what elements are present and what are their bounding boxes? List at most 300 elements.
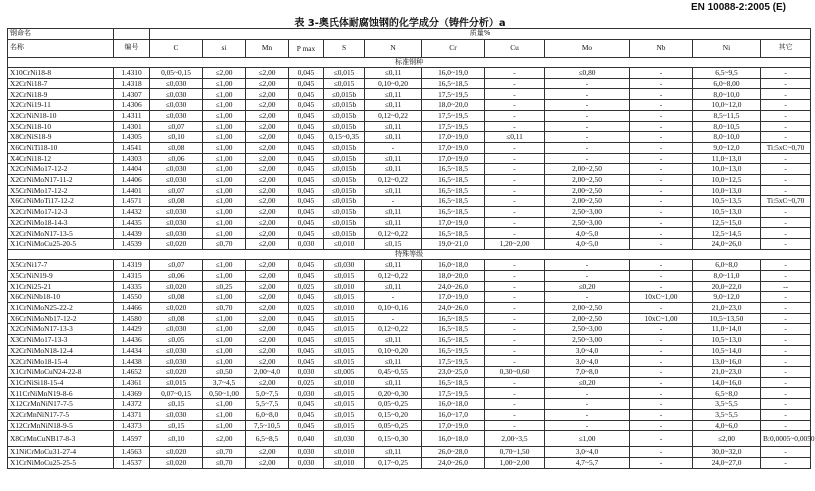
value-cell: 16,5~18,5 (422, 185, 485, 196)
value-cell: ≤0,015 (324, 409, 365, 420)
value-cell: - (365, 196, 422, 207)
value-cell: 0,030 (289, 447, 324, 458)
steel-number-cell: 1.4435 (114, 217, 150, 228)
steel-number-cell: 1.4597 (114, 431, 150, 447)
value-cell: 0,045 (289, 100, 324, 111)
value-cell: ≤0,015 (324, 313, 365, 324)
value-cell: ≤0,030 (150, 345, 203, 356)
value-cell: - (365, 142, 422, 153)
value-cell: 17,5~19,5 (422, 121, 485, 132)
value-cell: - (485, 217, 545, 228)
value-cell: - (365, 313, 422, 324)
table-row (8, 174, 811, 185)
value-cell: - (761, 345, 811, 356)
value-cell: ≤0,015b (324, 228, 365, 239)
value-cell: ≤1,00 (203, 399, 246, 410)
table-row (8, 110, 811, 121)
table-row (8, 388, 811, 399)
steel-number-cell: 1.4318 (114, 78, 150, 89)
value-cell: 0,045 (289, 313, 324, 324)
value-cell: - (630, 239, 693, 250)
value-cell: ≤0,030 (150, 164, 203, 175)
value-cell: 0,045 (289, 89, 324, 100)
table-row (8, 89, 811, 100)
value-cell: 17,0~19,0 (422, 132, 485, 143)
value-cell: - (545, 399, 630, 410)
value-cell: 0,50~1,00 (203, 388, 246, 399)
value-cell: 19,0~21,0 (422, 239, 485, 250)
steel-number-cell: 1.4466 (114, 302, 150, 313)
value-cell: ≤0,015b (324, 121, 365, 132)
value-cell: - (485, 110, 545, 121)
table-row (8, 345, 811, 356)
value-cell: 17,5~19,5 (422, 110, 485, 121)
value-cell: ≤2,00 (246, 292, 289, 303)
value-cell: 10,5~13,5 (693, 196, 761, 207)
value-cell: - (761, 409, 811, 420)
value-cell: - (630, 217, 693, 228)
value-cell: 0,15~0,20 (365, 409, 422, 420)
value-cell: ≤0,11 (365, 132, 422, 143)
table-row (8, 207, 811, 218)
value-cell: ≤0,020 (150, 281, 203, 292)
value-cell: 0,045 (289, 78, 324, 89)
value-cell: 0,12~0,22 (365, 324, 422, 335)
value-cell: - (630, 377, 693, 388)
value-cell: ≤1,00 (203, 153, 246, 164)
value-cell: - (630, 388, 693, 399)
steel-number-cell: 1.4432 (114, 207, 150, 218)
value-cell: 16,0~18,0 (422, 399, 485, 410)
value-cell: ≤1,00 (203, 292, 246, 303)
value-cell: - (761, 388, 811, 399)
value-cell: 16,0~19,0 (422, 68, 485, 79)
value-cell: - (485, 78, 545, 89)
value-cell: 0,045 (289, 164, 324, 175)
value-cell: - (630, 110, 693, 121)
section-row (8, 249, 811, 259)
value-cell: ≤1,00 (545, 431, 630, 447)
value-cell: - (630, 399, 693, 410)
value-cell: - (630, 207, 693, 218)
value-cell: - (630, 335, 693, 346)
value-cell: - (630, 153, 693, 164)
value-cell: ≤0,015 (324, 68, 365, 79)
value-cell: - (545, 292, 630, 303)
value-cell: 26,0~28,0 (422, 447, 485, 458)
value-cell: - (761, 78, 811, 89)
value-cell: ≤1,00 (203, 110, 246, 121)
value-cell: - (485, 420, 545, 431)
value-cell: ≤0,015 (324, 324, 365, 335)
value-cell: 0,030 (289, 367, 324, 378)
table-row (8, 420, 811, 431)
value-cell: ≤2,00 (246, 356, 289, 367)
steel-number-cell: 1.4301 (114, 121, 150, 132)
value-cell: ≤0,15 (150, 420, 203, 431)
value-cell: 24,0~26,0 (422, 457, 485, 468)
value-cell: 0,040 (289, 431, 324, 447)
value-cell: 24,0~26,0 (422, 281, 485, 292)
value-cell: ≤0,70 (203, 239, 246, 250)
steel-name-cell: X2CrMnNiN17-7-5 (8, 409, 114, 420)
value-cell: - (365, 292, 422, 303)
value-cell: 18,0~20,0 (422, 100, 485, 111)
steel-name-cell: X2CrNiMo17-12-3 (8, 207, 114, 218)
value-cell: 0,12~0,22 (365, 228, 422, 239)
value-cell: - (761, 217, 811, 228)
value-cell: ≤1,00 (203, 185, 246, 196)
value-cell: 3,5~5,5 (693, 409, 761, 420)
value-cell: ≤2,00 (246, 185, 289, 196)
value-cell: 21,0~23,0 (693, 302, 761, 313)
value-cell: 7,5~10,5 (246, 420, 289, 431)
value-cell: ≤0,11 (365, 164, 422, 175)
value-cell: ≤0,015b (324, 185, 365, 196)
value-cell: - (485, 302, 545, 313)
col-header: C (150, 39, 203, 57)
value-cell: - (545, 153, 630, 164)
value-cell: 0,045 (289, 292, 324, 303)
value-cell: ≤2,00 (246, 174, 289, 185)
value-cell: ≤0,15 (365, 239, 422, 250)
steel-name-cell: X8CrMnCuNB17-8-3 (8, 431, 114, 447)
value-cell: 0,12~0,22 (365, 174, 422, 185)
value-cell: ≤0,06 (150, 270, 203, 281)
value-cell: 2,50~3,00 (545, 324, 630, 335)
value-cell: 0,70~1,50 (485, 447, 545, 458)
value-cell: ≤0,20 (545, 377, 630, 388)
value-cell: ≤0,11 (365, 100, 422, 111)
value-cell: - (761, 89, 811, 100)
steel-number-cell: 1.4429 (114, 324, 150, 335)
value-cell: - (630, 100, 693, 111)
value-cell: 0,30~0,60 (485, 367, 545, 378)
value-cell: 16,5~18,5 (422, 164, 485, 175)
steel-name-cell: X1NiCrMoCu31-27-4 (8, 447, 114, 458)
value-cell: - (761, 100, 811, 111)
value-cell: ≤1,00 (203, 409, 246, 420)
value-cell: 2,50~3,00 (545, 217, 630, 228)
value-cell: ≤0,08 (150, 142, 203, 153)
value-cell: 10,0~13,0 (693, 185, 761, 196)
table-row (8, 302, 811, 313)
value-cell: 24,0~27,0 (693, 457, 761, 468)
value-cell: ≤0,11 (365, 207, 422, 218)
value-cell: 0,15~0,35 (324, 132, 365, 143)
value-cell: 6,5~8,5 (246, 431, 289, 447)
value-cell: ≤0,015b (324, 196, 365, 207)
steel-number-cell: 1.4307 (114, 89, 150, 100)
col-header: Cr (422, 39, 485, 57)
value-cell: - (761, 324, 811, 335)
col-header: Mn (246, 39, 289, 57)
steel-number-cell: 1.4310 (114, 68, 150, 79)
value-cell: 3,7~4,5 (203, 377, 246, 388)
value-cell: ≤2,00 (246, 447, 289, 458)
value-cell: 14,0~16,0 (693, 377, 761, 388)
value-cell: ≤0,11 (485, 132, 545, 143)
value-cell: - (761, 228, 811, 239)
steel-number-cell: 1.4401 (114, 185, 150, 196)
value-cell: 2,00~4,0 (246, 367, 289, 378)
steel-name-cell: X2CrNi18-7 (8, 78, 114, 89)
value-cell: - (545, 270, 630, 281)
value-cell: ≤0,030 (150, 324, 203, 335)
steel-name-header: 钢命名 (8, 29, 114, 40)
value-cell: 6,5~9,5 (693, 68, 761, 79)
value-cell: 7,0~8,0 (545, 367, 630, 378)
value-cell: 0,045 (289, 399, 324, 410)
table-row (8, 313, 811, 324)
col-header: si (203, 39, 246, 57)
value-cell: ≤0,030 (150, 207, 203, 218)
value-cell: ≤0,030 (150, 100, 203, 111)
value-cell: ≤0,70 (203, 457, 246, 468)
value-cell: ≤2,00 (246, 270, 289, 281)
value-cell: - (761, 185, 811, 196)
value-cell: ≤0,11 (365, 121, 422, 132)
value-cell: 8,0~11,0 (693, 270, 761, 281)
steel-name-cell: X1CrNiMoN25-22-2 (8, 302, 114, 313)
steel-name-cell: X2CrNiMoN18-12-4 (8, 345, 114, 356)
value-cell: ≤0,07 (150, 121, 203, 132)
value-cell: ≤0,50 (203, 367, 246, 378)
value-cell: 9,0~12,0 (693, 292, 761, 303)
table-row (8, 270, 811, 281)
table-row (8, 324, 811, 335)
steel-number-cell: 1.4372 (114, 399, 150, 410)
value-cell: - (630, 409, 693, 420)
value-cell: 16,5~19,5 (422, 345, 485, 356)
value-cell: 20,0~22,0 (693, 281, 761, 292)
value-cell: 6,0~8,0 (693, 260, 761, 271)
value-cell: ≤0,010 (324, 457, 365, 468)
value-cell: ≤2,00 (246, 313, 289, 324)
value-cell: 0,045 (289, 142, 324, 153)
value-cell: - (761, 377, 811, 388)
value-cell: 2,00~2,50 (545, 174, 630, 185)
value-cell: ≤2,00 (246, 110, 289, 121)
value-cell: ≤0,015 (324, 78, 365, 89)
steel-number-cell: 1.4438 (114, 356, 150, 367)
steel-number-cell: 1.4539 (114, 239, 150, 250)
value-cell: 0,045 (289, 228, 324, 239)
value-cell: - (545, 100, 630, 111)
value-cell: - (630, 132, 693, 143)
value-cell: - (545, 110, 630, 121)
value-cell: ≤2,00 (246, 281, 289, 292)
section-title: 标准钢种 (8, 57, 811, 67)
value-cell: - (761, 207, 811, 218)
table-row (8, 121, 811, 132)
steel-number-cell: 1.4371 (114, 409, 150, 420)
steel-number-cell: 1.4652 (114, 367, 150, 378)
value-cell: - (485, 68, 545, 79)
value-cell: ≤0,030 (150, 89, 203, 100)
steel-number-cell: 1.4550 (114, 292, 150, 303)
steel-name-cell: X1CrNiMoCu25-25-5 (8, 457, 114, 468)
value-cell: ≤0,030 (150, 217, 203, 228)
table-row (8, 153, 811, 164)
steel-name-cell: X1CrNiMoCu25-20-5 (8, 239, 114, 250)
table-row (8, 217, 811, 228)
value-cell: 5,5~7,5 (246, 399, 289, 410)
value-cell: ≤0,08 (150, 313, 203, 324)
value-cell: 0,025 (289, 281, 324, 292)
value-cell: ≤0,08 (150, 196, 203, 207)
value-cell: 0,045 (289, 68, 324, 79)
value-cell: - (545, 388, 630, 399)
value-cell: - (761, 68, 811, 79)
value-cell: ≤0,11 (365, 356, 422, 367)
table-row (8, 68, 811, 79)
table-row (8, 239, 811, 250)
value-cell: ≤1,00 (203, 345, 246, 356)
value-cell: 0,20~0,30 (365, 388, 422, 399)
steel-number-cell: 1.4404 (114, 164, 150, 175)
value-cell: ≤2,00 (246, 207, 289, 218)
table-row (8, 260, 811, 271)
value-cell: - (761, 313, 811, 324)
steel-name-cell: X1CrNiMoCuN24-22-8 (8, 367, 114, 378)
value-cell: 17,0~19,0 (422, 217, 485, 228)
table-row (8, 399, 811, 410)
value-cell: ≤1,00 (203, 121, 246, 132)
value-cell: 3,0~4,0 (545, 356, 630, 367)
value-cell: - (485, 409, 545, 420)
value-cell: - (761, 420, 811, 431)
value-cell: 3,0~4,0 (545, 345, 630, 356)
value-cell: - (630, 68, 693, 79)
steel-name-cell: X2CrNi19-11 (8, 100, 114, 111)
value-cell: - (630, 185, 693, 196)
value-cell: ≤0,015b (324, 89, 365, 100)
value-cell: 6,5~8,0 (693, 388, 761, 399)
value-cell: ≤0,70 (203, 447, 246, 458)
value-cell: ≤0,010 (324, 302, 365, 313)
value-cell: - (761, 153, 811, 164)
table-row (8, 409, 811, 420)
value-cell: ≤0,010 (324, 377, 365, 388)
value-cell: ≤0,010 (324, 239, 365, 250)
value-cell: ≤1,00 (203, 78, 246, 89)
value-cell: ≤0,25 (203, 281, 246, 292)
value-cell: 1,20~2,00 (485, 239, 545, 250)
value-cell: 0,045 (289, 110, 324, 121)
steel-name-cell: X10CrNi18-8 (8, 68, 114, 79)
value-cell: - (485, 207, 545, 218)
value-cell: - (761, 164, 811, 175)
steel-name-cell: X6CrNiTi18-10 (8, 142, 114, 153)
value-cell: ≤0,030 (150, 110, 203, 121)
value-cell: 23,0~25,0 (422, 367, 485, 378)
value-cell: - (485, 142, 545, 153)
value-cell: 0,12~0,22 (365, 110, 422, 121)
value-cell: - (630, 457, 693, 468)
value-cell: 10,0~12,0 (693, 100, 761, 111)
value-cell: ≤0,11 (365, 281, 422, 292)
number-header: 编号 (114, 39, 150, 57)
value-cell: 0,07~0,15 (150, 388, 203, 399)
value-cell: ≤2,00 (246, 457, 289, 468)
value-cell: - (485, 164, 545, 175)
value-cell: 4,0~5,0 (545, 239, 630, 250)
value-cell: 16,5~18,5 (422, 174, 485, 185)
value-cell: - (485, 388, 545, 399)
table-row (8, 185, 811, 196)
section-row (8, 57, 811, 67)
value-cell: 0,045 (289, 260, 324, 271)
value-cell: ≤0,005 (324, 367, 365, 378)
value-cell: 2,50~3,00 (545, 207, 630, 218)
value-cell: - (761, 239, 811, 250)
value-cell: 13,0~16,0 (693, 356, 761, 367)
value-cell: ≤0,015 (150, 377, 203, 388)
value-cell: 16,0~18,0 (422, 431, 485, 447)
value-cell: 10xC~1,00 (630, 292, 693, 303)
value-cell: ≤1,00 (203, 196, 246, 207)
value-cell: 17,0~19,0 (422, 292, 485, 303)
value-cell: ≤0,015b (324, 110, 365, 121)
value-cell: 0,10~0,16 (365, 302, 422, 313)
steel-name-cell: X2CrNiMo18-14-3 (8, 217, 114, 228)
table-row (8, 164, 811, 175)
steel-name-cell: X6CrNiNb18-10 (8, 292, 114, 303)
steel-name-cell: X3CrNiMo17-13-3 (8, 335, 114, 346)
value-cell: - (630, 228, 693, 239)
value-cell: - (630, 447, 693, 458)
value-cell: 6,0~8,00 (693, 78, 761, 89)
value-cell: 0,17~0,25 (365, 457, 422, 468)
value-cell: 17,0~19,0 (422, 142, 485, 153)
value-cell: - (761, 174, 811, 185)
steel-number-cell: 1.4563 (114, 447, 150, 458)
value-cell: ≤0,11 (365, 89, 422, 100)
value-cell: - (630, 431, 693, 447)
value-cell: ≤2,00 (203, 431, 246, 447)
col-header: Ni (693, 39, 761, 57)
col-header: P max (289, 39, 324, 57)
value-cell: ≤0,020 (150, 367, 203, 378)
value-cell: ≤0,015 (324, 388, 365, 399)
table-row (8, 356, 811, 367)
value-cell: 16,5~18,5 (422, 313, 485, 324)
value-cell: 0,05~0,25 (365, 420, 422, 431)
value-cell: - (761, 260, 811, 271)
value-cell: 24,0~26,0 (693, 239, 761, 250)
value-cell: ≤2,00 (246, 68, 289, 79)
value-cell: ≤0,11 (365, 153, 422, 164)
value-cell: Ti:5xC~0,70 (761, 142, 811, 153)
value-cell: 0,025 (289, 377, 324, 388)
value-cell: ≤0,010 (324, 281, 365, 292)
table-row (8, 78, 811, 89)
value-cell: - (485, 345, 545, 356)
value-cell: ≤0,11 (365, 377, 422, 388)
value-cell: ≤0,015b (324, 142, 365, 153)
value-cell: 0,045 (289, 121, 324, 132)
value-cell: ≤2,00 (246, 121, 289, 132)
table-row (8, 377, 811, 388)
value-cell: 0,030 (289, 388, 324, 399)
col-header: Cu (485, 39, 545, 57)
value-cell: 6,0~8,0 (246, 409, 289, 420)
value-cell: ≤0,020 (150, 457, 203, 468)
value-cell: - (630, 164, 693, 175)
value-cell: 2,50~3,00 (545, 335, 630, 346)
table-row (8, 228, 811, 239)
